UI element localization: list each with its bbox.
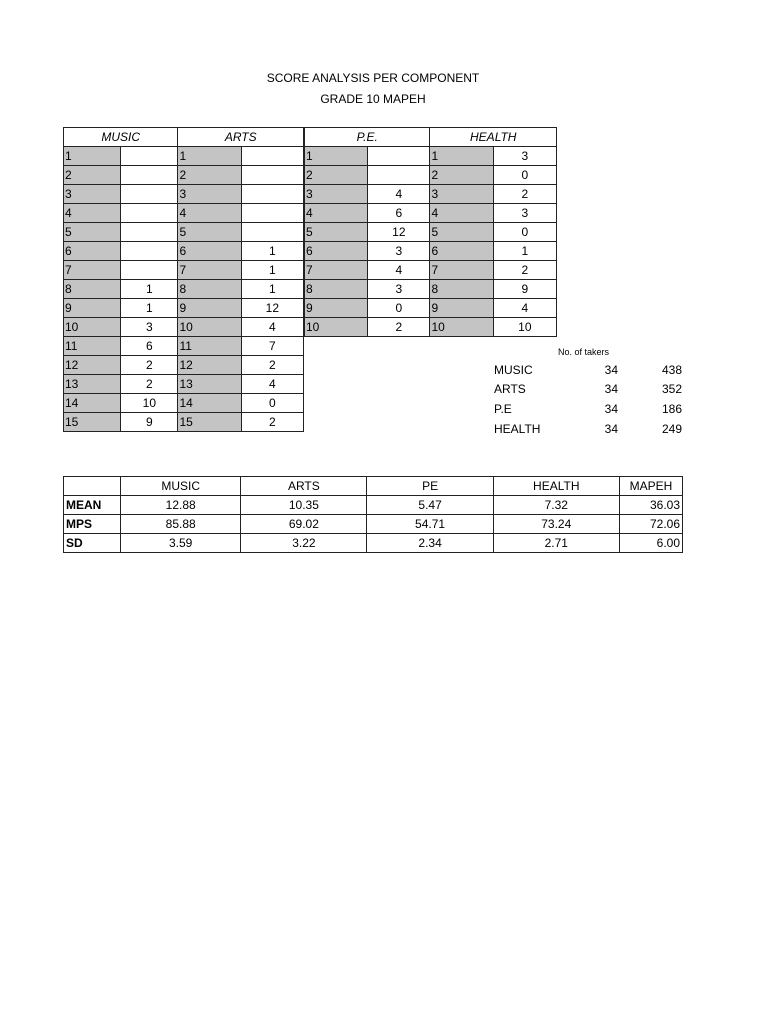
stats-value: 85.88 xyxy=(121,515,241,534)
arts-item-value xyxy=(241,204,303,223)
health-item-number: 5 xyxy=(430,223,493,242)
arts-item-value xyxy=(241,185,303,204)
music-item-number: 14 xyxy=(64,394,121,413)
pe-item-number: 7 xyxy=(305,261,368,280)
page-title: SCORE ANALYSIS PER COMPONENT xyxy=(266,71,480,85)
takers-count: 34 xyxy=(604,422,618,436)
pe-header: P.E. xyxy=(305,128,430,147)
arts-item-number: 3 xyxy=(178,185,241,204)
pe-item-value: 12 xyxy=(368,223,430,242)
takers-total: 249 xyxy=(661,422,682,436)
health-item-value: 2 xyxy=(493,185,556,204)
pe-item-number: 4 xyxy=(305,204,368,223)
arts-item-number: 12 xyxy=(178,356,241,375)
stats-column-header: ARTS xyxy=(241,477,367,496)
stats-value: 5.47 xyxy=(367,496,493,515)
health-item-value: 2 xyxy=(493,261,556,280)
music-item-number: 4 xyxy=(64,204,121,223)
table-row xyxy=(305,261,557,280)
table-row xyxy=(305,147,557,166)
arts-item-number: 9 xyxy=(178,299,241,318)
health-item-value: 3 xyxy=(493,147,556,166)
health-item-number: 2 xyxy=(430,166,493,185)
stats-value: 10.35 xyxy=(241,496,367,515)
table-row xyxy=(64,356,304,375)
music-item-value xyxy=(121,223,178,242)
takers-count: 34 xyxy=(604,363,618,377)
stats-row xyxy=(64,515,683,534)
health-item-number: 4 xyxy=(430,204,493,223)
pe-item-value: 0 xyxy=(368,299,430,318)
health-header: HEALTH xyxy=(430,128,557,147)
health-item-number: 8 xyxy=(430,280,493,299)
music-item-value xyxy=(121,185,178,204)
table-row xyxy=(64,147,304,166)
music-item-number: 13 xyxy=(64,375,121,394)
table-row xyxy=(64,318,304,337)
health-item-number: 9 xyxy=(430,299,493,318)
table-row xyxy=(64,413,304,432)
table-row xyxy=(64,375,304,394)
stats-table xyxy=(63,476,683,553)
pe-item-value: 3 xyxy=(368,280,430,299)
pe-item-number: 6 xyxy=(305,242,368,261)
arts-item-value xyxy=(241,147,303,166)
health-item-value: 3 xyxy=(493,204,556,223)
stats-value: 2.71 xyxy=(493,534,619,553)
stats-value: 7.32 xyxy=(493,496,619,515)
pe-item-number: 1 xyxy=(305,147,368,166)
table-row xyxy=(64,394,304,413)
health-item-number: 6 xyxy=(430,242,493,261)
arts-item-value: 1 xyxy=(241,242,303,261)
stats-column-header: MUSIC xyxy=(121,477,241,496)
music-item-value xyxy=(121,166,178,185)
music-item-number: 1 xyxy=(64,147,121,166)
arts-item-value: 7 xyxy=(241,337,303,356)
takers-label: No. of takers xyxy=(558,347,610,357)
music-item-value xyxy=(121,147,178,166)
pe-item-number: 2 xyxy=(305,166,368,185)
stats-value: 72.06 xyxy=(619,515,682,534)
health-item-number: 7 xyxy=(430,261,493,280)
arts-item-value: 1 xyxy=(241,280,303,299)
table-row xyxy=(305,223,557,242)
stats-row xyxy=(64,534,683,553)
arts-item-number: 11 xyxy=(178,337,241,356)
music-item-value xyxy=(121,204,178,223)
arts-item-value: 4 xyxy=(241,375,303,394)
stats-column-header: PE xyxy=(367,477,493,496)
table-row xyxy=(64,242,304,261)
music-item-number: 11 xyxy=(64,337,121,356)
pe-item-number: 8 xyxy=(305,280,368,299)
arts-item-value: 12 xyxy=(241,299,303,318)
music-item-value: 6 xyxy=(121,337,178,356)
arts-item-number: 15 xyxy=(178,413,241,432)
stats-value: 2.34 xyxy=(367,534,493,553)
health-item-value: 1 xyxy=(493,242,556,261)
stats-header-row xyxy=(64,477,683,496)
pe-item-value: 2 xyxy=(368,318,430,337)
stats-row-label: SD xyxy=(64,534,121,553)
arts-item-number: 2 xyxy=(178,166,241,185)
arts-item-number: 4 xyxy=(178,204,241,223)
health-item-number: 10 xyxy=(430,318,493,337)
arts-item-number: 13 xyxy=(178,375,241,394)
table-row xyxy=(64,166,304,185)
takers-name: MUSIC xyxy=(494,363,533,377)
health-item-value: 0 xyxy=(493,223,556,242)
page-subtitle: GRADE 10 MAPEH xyxy=(320,92,426,106)
arts-item-value: 2 xyxy=(241,356,303,375)
stats-value: 54.71 xyxy=(367,515,493,534)
music-item-number: 3 xyxy=(64,185,121,204)
health-item-number: 1 xyxy=(430,147,493,166)
stats-value: 73.24 xyxy=(493,515,619,534)
stats-value: 12.88 xyxy=(121,496,241,515)
stats-row-label: MEAN xyxy=(64,496,121,515)
takers-name: HEALTH xyxy=(494,422,541,436)
stats-value: 69.02 xyxy=(241,515,367,534)
table-row xyxy=(305,318,557,337)
music-item-number: 7 xyxy=(64,261,121,280)
music-item-number: 9 xyxy=(64,299,121,318)
pe-health-table xyxy=(304,127,557,337)
table-row xyxy=(64,185,304,204)
music-item-value xyxy=(121,261,178,280)
stats-row xyxy=(64,496,683,515)
arts-item-value: 0 xyxy=(241,394,303,413)
music-item-value xyxy=(121,242,178,261)
arts-item-number: 6 xyxy=(178,242,241,261)
health-item-value: 9 xyxy=(493,280,556,299)
stats-corner-cell xyxy=(64,477,121,496)
takers-name: P.E xyxy=(494,402,512,416)
stats-value: 6.00 xyxy=(619,534,682,553)
stats-value: 36.03 xyxy=(619,496,682,515)
pe-item-value: 4 xyxy=(368,185,430,204)
health-item-value: 10 xyxy=(493,318,556,337)
health-item-value: 4 xyxy=(493,299,556,318)
music-header: MUSIC xyxy=(64,128,178,147)
arts-item-number: 7 xyxy=(178,261,241,280)
table-row xyxy=(305,166,557,185)
music-item-value: 1 xyxy=(121,280,178,299)
pe-item-value xyxy=(368,147,430,166)
pe-item-number: 5 xyxy=(305,223,368,242)
arts-item-number: 1 xyxy=(178,147,241,166)
pe-item-value: 6 xyxy=(368,204,430,223)
music-item-number: 6 xyxy=(64,242,121,261)
table-row xyxy=(64,261,304,280)
arts-item-number: 5 xyxy=(178,223,241,242)
takers-total: 186 xyxy=(661,402,682,416)
takers-total: 438 xyxy=(661,363,682,377)
arts-item-value: 2 xyxy=(241,413,303,432)
music-item-value: 1 xyxy=(121,299,178,318)
arts-item-value: 1 xyxy=(241,261,303,280)
takers-name: ARTS xyxy=(494,382,526,396)
music-arts-table xyxy=(63,127,304,432)
stats-column-header: MAPEH xyxy=(619,477,682,496)
stats-column-header: HEALTH xyxy=(493,477,619,496)
table-row xyxy=(64,337,304,356)
takers-count: 34 xyxy=(604,402,618,416)
pe-item-number: 3 xyxy=(305,185,368,204)
music-item-value: 10 xyxy=(121,394,178,413)
arts-item-value xyxy=(241,166,303,185)
pe-item-number: 9 xyxy=(305,299,368,318)
arts-item-value: 4 xyxy=(241,318,303,337)
pe-item-number: 10 xyxy=(305,318,368,337)
table-row xyxy=(305,242,557,261)
music-item-value: 2 xyxy=(121,356,178,375)
pe-item-value: 3 xyxy=(368,242,430,261)
stats-value: 3.22 xyxy=(241,534,367,553)
takers-total: 352 xyxy=(661,382,682,396)
music-item-number: 12 xyxy=(64,356,121,375)
arts-item-number: 10 xyxy=(178,318,241,337)
music-item-number: 8 xyxy=(64,280,121,299)
arts-item-number: 8 xyxy=(178,280,241,299)
pe-item-value xyxy=(368,166,430,185)
arts-item-number: 14 xyxy=(178,394,241,413)
stats-row-label: MPS xyxy=(64,515,121,534)
music-item-value: 2 xyxy=(121,375,178,394)
music-item-number: 2 xyxy=(64,166,121,185)
music-item-number: 10 xyxy=(64,318,121,337)
table-row xyxy=(64,280,304,299)
table-row xyxy=(305,204,557,223)
health-item-number: 3 xyxy=(430,185,493,204)
table-row xyxy=(64,223,304,242)
arts-header: ARTS xyxy=(178,128,304,147)
music-item-value: 3 xyxy=(121,318,178,337)
table-row xyxy=(305,185,557,204)
table-row xyxy=(64,299,304,318)
music-item-number: 15 xyxy=(64,413,121,432)
stats-value: 3.59 xyxy=(121,534,241,553)
table-row xyxy=(64,204,304,223)
pe-item-value: 4 xyxy=(368,261,430,280)
music-item-value: 9 xyxy=(121,413,178,432)
table-row xyxy=(305,280,557,299)
arts-item-value xyxy=(241,223,303,242)
music-item-number: 5 xyxy=(64,223,121,242)
health-item-value: 0 xyxy=(493,166,556,185)
table-row xyxy=(305,299,557,318)
takers-count: 34 xyxy=(604,382,618,396)
